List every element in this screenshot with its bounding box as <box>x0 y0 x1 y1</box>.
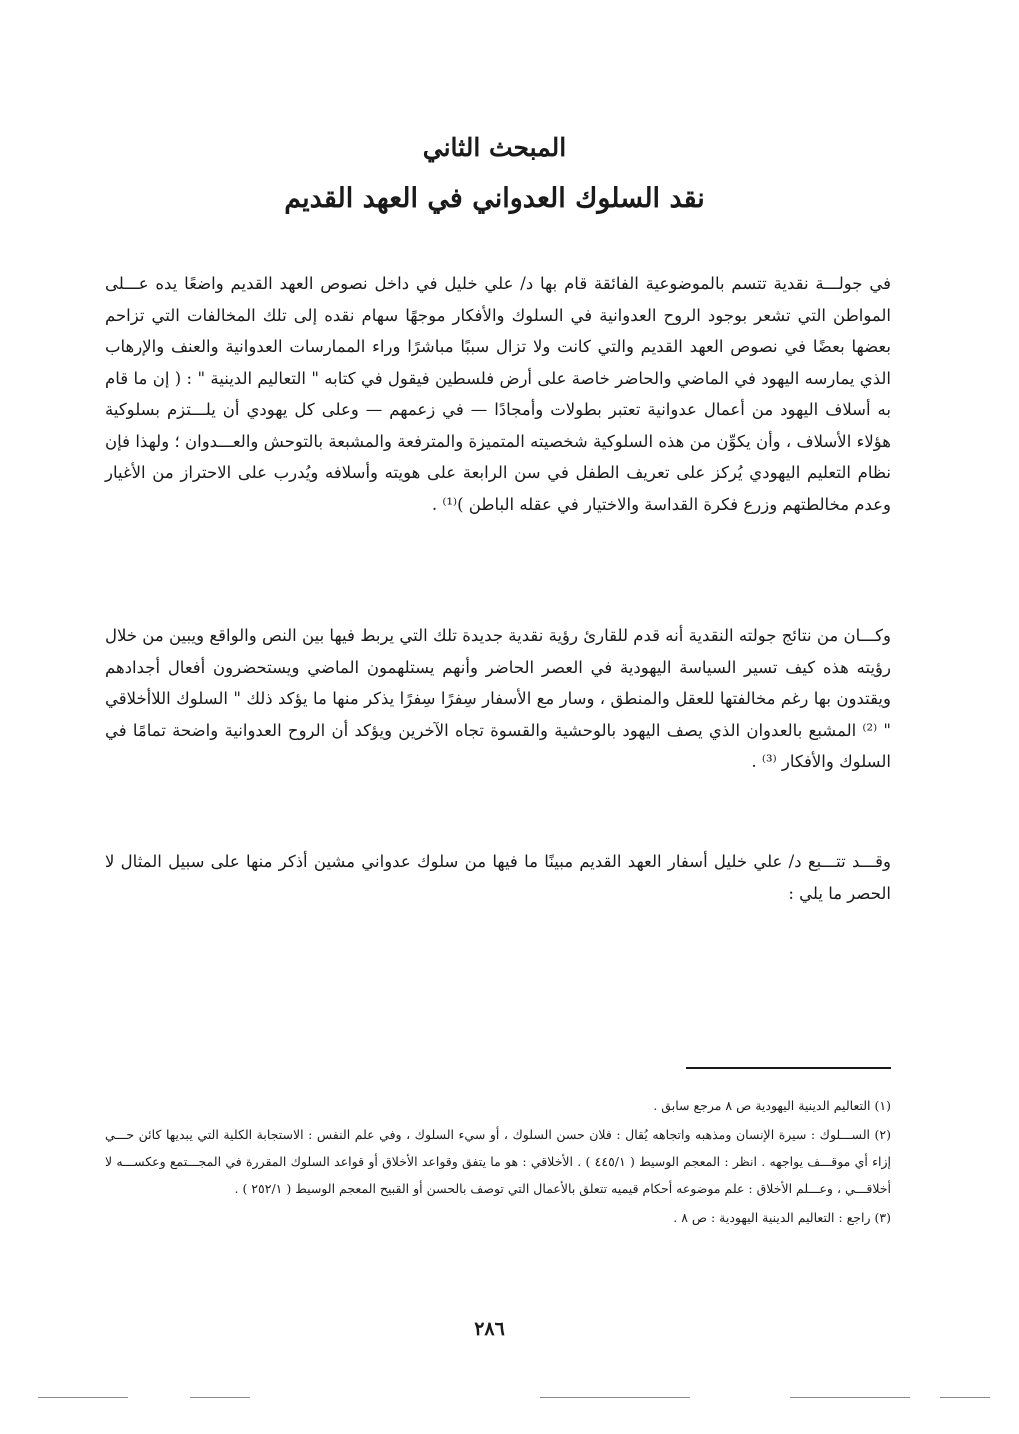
scan-edge-line <box>38 1397 128 1398</box>
section-heading: المبحث الثاني <box>422 133 567 162</box>
body-paragraph-1: في جولـــة نقدية تتسم بالموضوعية الفائقة قام بها د/ علي خليل في داخل نصوص العهد القديم واضعًا يده عـــلى المواطن التي تشعر بوجود الروح العدوانية في السلوك والأفكار موجهًا سهام نقده إلى تلك المخالفات التي تزاحم بعضها بعضًا في نصوص العهد القديم والتي كانت ولا تزال سببًا مباشرًا وراء الممارسات العدوانية والعنف والإرهاب الذي يمارسه اليهود في الماضي والحاضر خاصة على أرض فلسطين فيقول في كتابه " التعاليم الدينية " : ( إن ما قام به أسلاف اليهود من أعمال عدوانية تعتبر بطولات وأمجادًا — في زعمهم — وعلى كل يهودي أن يلـــتزم بسلوكية هؤلاء الأسلاف ، وأن يكوِّن من هذه السلوكية شخصيته المتميزة والمترفعة والمشبعة بالتوحش والعـــدوان ؛ ولهذا فإن نظام التعليم اليهودي يُركز على تعريف الطفل في سن الرابعة على هويته وأسلافه ويُدرب على الاحتراز من الأغيار وعدم مخالطتهم وزرع فكرة القداسة والاختيار في عقله الباطن )⁽¹⁾ . <box>105 274 891 514</box>
footnotes-section <box>105 1092 891 1233</box>
page-number: ٢٨٦ <box>474 1318 505 1340</box>
footnote-2: (٢) الســـلوك : سيرة الإنسان ومذهبه واتجاهه يُقال : فلان حسن السلوك ، أو سيء السلوك ، وفي علم النفس : الاستجابة الكلية التي يبديها كائن حـــي إزاء أي موقـــف يواجهه . انظر : المعجم الوسيط ( ٤٤٥/١ ) . الأخلاقي : هو ما يتفق وقواعد الأخلاق أو قواعد السلوك المقررة في المجـــتمع وعكســـه لا أخلاقـــي ، وعـــلم الأخلاق : علم موضوعه أحكام قيميه تتعلق بالأعمال التي توصف بالحسن أو القبيح المعجم الوسيط ( ٢٥٢/١ ) . <box>105 1127 891 1196</box>
body-paragraph-3: وقـــد تتـــبع د/ علي خليل أسفار العهد القديم مبينًا ما فيها من سلوك عدواني مشين أذكر منها على سبيل المثال لا الحصر ما يلي : <box>105 852 891 903</box>
scan-edge-line <box>790 1397 910 1398</box>
body-paragraph-2: وكـــان من نتائج جولته النقدية أنه قدم للقارئ رؤية نقدية جديدة تلك التي يربط فيها بين النص والواقع ويبين من خلال رؤيته هذه كيف تسير السياسة اليهودية في العصر الحاضر وأنهم يستلهمون الماضي ويستحضرون أفعال أجدادهم ويقتدون بها رغم مخالفتها للعقل والمنطق ، وسار مع الأسفار سِفرًا سِفرًا يذكر منها ما يؤكد ذلك " السلوك اللاأخلاقي " ⁽²⁾ المشبع بالعدوان الذي يصف اليهود بالوحشية والقسوة تجاه الآخرين ويؤكد أن الروح العدوانية واضحة تمامًا في السلوك والأفكار ⁽³⁾ . <box>105 626 891 771</box>
footnote-3: (٣) راجع : التعاليم الدينية اليهودية : ص ٨ . <box>673 1210 891 1225</box>
scan-edge-line <box>190 1397 250 1398</box>
scan-edge-line <box>540 1397 690 1398</box>
footnote-1: (١) التعاليم الدينية اليهودية ص ٨ مرجع سابق . <box>653 1098 891 1113</box>
section-subheading: نقد السلوك العدواني في العهد القديم <box>284 183 705 214</box>
footnote-separator <box>686 1067 891 1069</box>
scan-edge-line <box>940 1397 990 1398</box>
